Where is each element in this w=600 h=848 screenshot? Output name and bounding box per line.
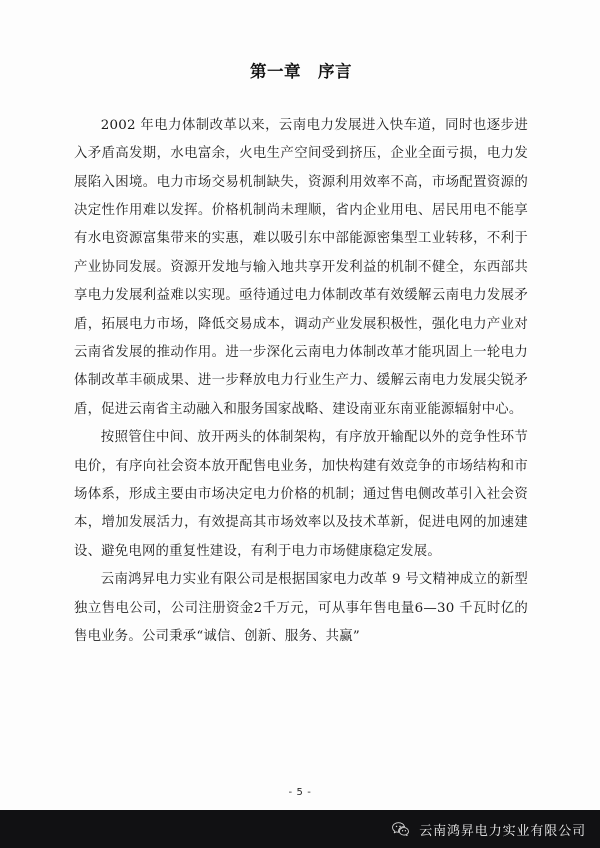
page-number: - 5 -	[288, 787, 312, 798]
paragraph: 云南鸿昇电力实业有限公司是根据国家电力改革 9 号文精神成立的新型独立售电公司，公司注册资金2千万元，可从事年售电量6—30 千瓦时亿的售电业务。公司秉承“诚信、创新、服务、共赢”	[74, 572, 528, 645]
paragraph: 2002 年电力体制改革以来，云南电力发展进入快车道，同时也逐步进入矛盾高发期，水电富余，火电生产空间受到挤压，企业全面亏损，电力发展陷入困境。电力市场交易机制缺失，资源利用效率不高，市场配置资源的决定性作用难以发挥。价格机制尚未理顺，省内企业用电、居民用电不能享有水电资源富集带来的实惠，难以吸引东中部能源密集型工业转移，不利于产业协同发展。资源开发地与输入地共享开发利益的机制不健全，东西部共享电力发展利益难以实现。亟待通过电力体制改革有效缓解云南电力发展矛盾，拓展电力市场，降低交易成本，调动产业发展积极性，强化电力产业对云南省发展的推动作用。进一步深化云南电力体制改革才能巩固上一轮电力体制改革丰硕成果、进一步释放电力行业生产力、缓解云南电力发展尖锐矛盾，促进云南省主动融入和服务国家战略、建设南亚东南亚能源辐射中心。	[74, 117, 528, 417]
wechat-icon	[391, 820, 410, 839]
footer-brand-text: 云南鸿昇电力实业有限公司	[419, 823, 586, 839]
footer-bar	[0, 810, 600, 848]
chapter-title: 第一章 序言	[250, 62, 352, 81]
paragraph: 按照管住中间、放开两头的体制架构，有序放开输配以外的竞争性环节电价，有序向社会资本放开配售电业务，加快构建有效竞争的市场结构和市场体系，形成主要由市场决定电力价格的机制；通过售电侧改革引入社会资本，增加发展活力，有效提高其市场效率以及技术革新，促进电网的加速建设、避免电网的重复性建设，有利于电力市场健康稳定发展。	[74, 430, 528, 559]
body-text-block	[74, 112, 528, 652]
